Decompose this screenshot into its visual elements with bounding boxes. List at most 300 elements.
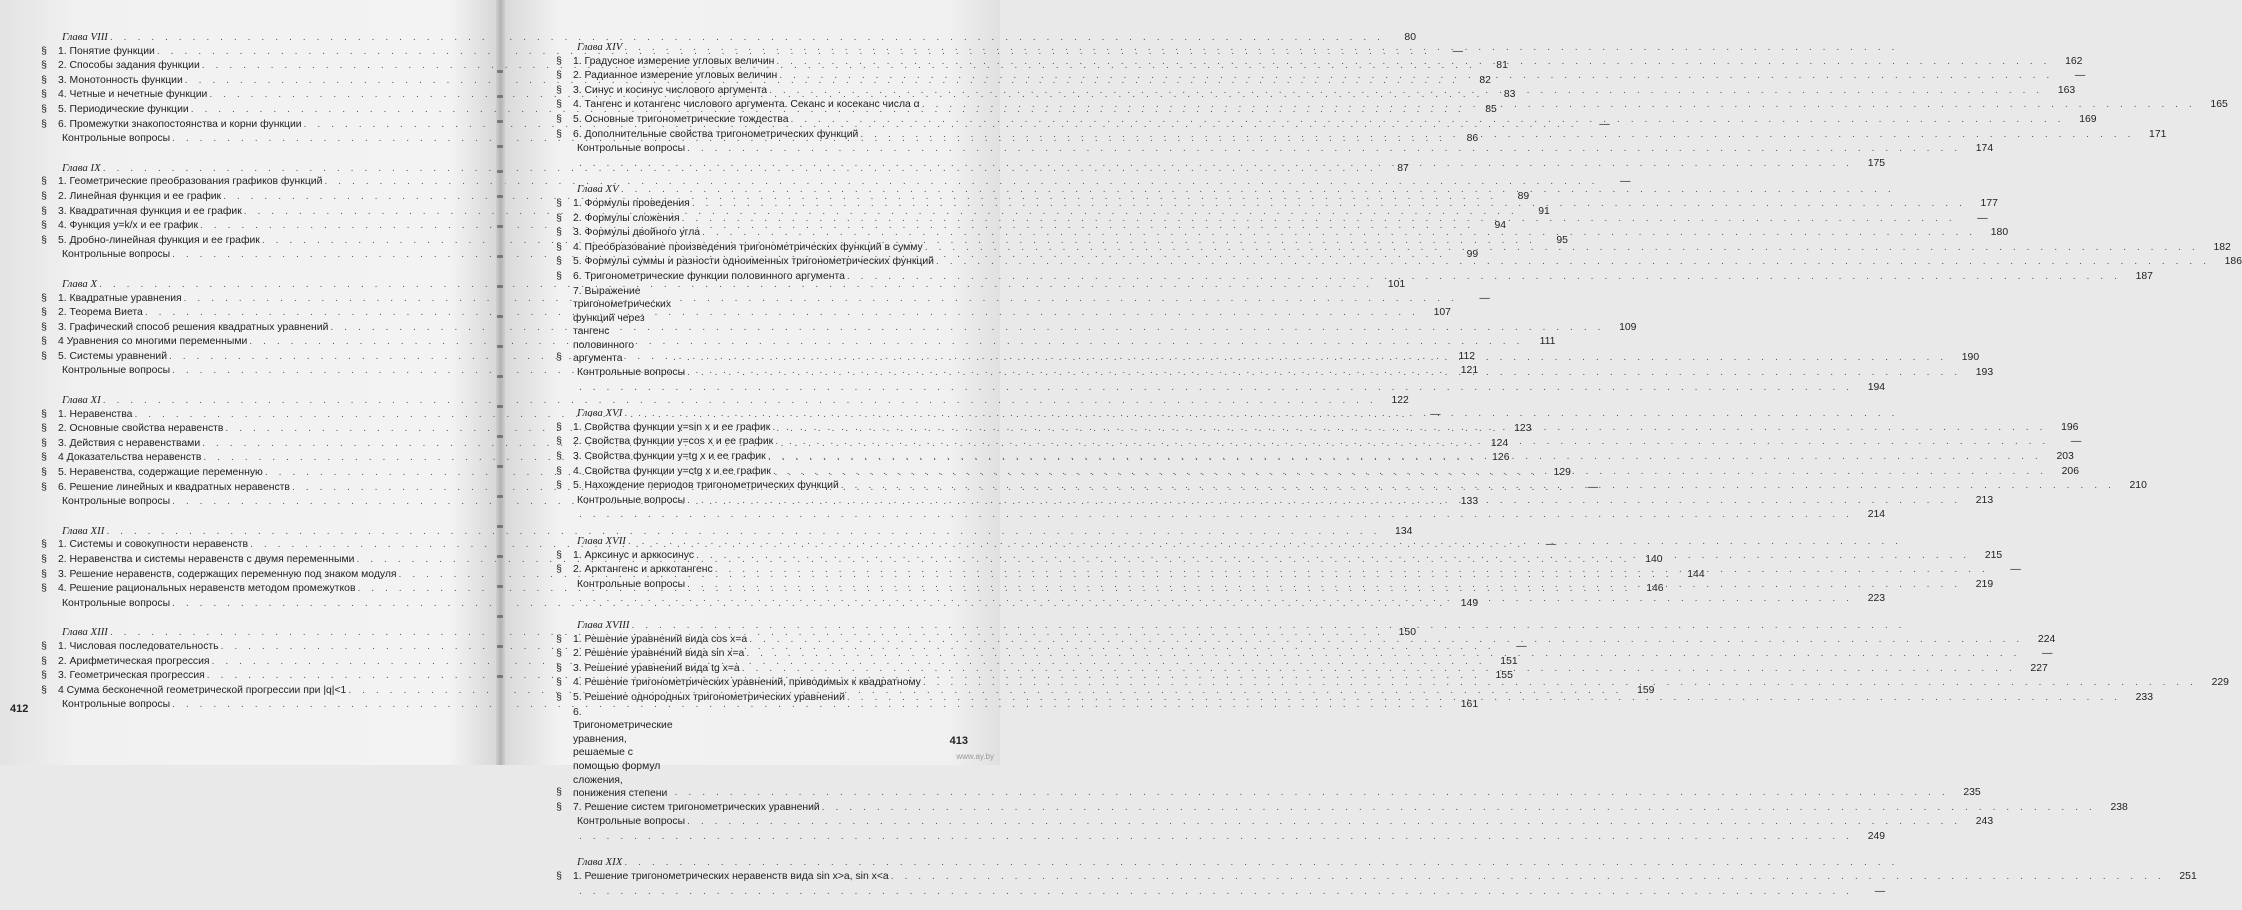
entry-page-number: 94 [1494, 220, 1507, 232]
section-sign: § [556, 480, 562, 492]
toc-entry [545, 801, 2128, 816]
leader-dots [577, 508, 1855, 523]
entry-page-number: 235 [1963, 787, 1981, 799]
entry-page-number: 213 [1975, 494, 1994, 506]
entry-title: 4. Решение рациональных неравенств методом промежутков [58, 583, 356, 595]
entry-title: 5. Дробно-линейная функция и ее график [58, 234, 260, 246]
entry-title: Контрольные вопросы [62, 496, 171, 508]
binding-stitch [497, 585, 503, 588]
section-sign: § [556, 197, 562, 209]
section-sign: § [41, 670, 47, 682]
entry-page-number: — [1874, 885, 1886, 897]
leader-dots [766, 450, 2044, 465]
entry-title: 7. Выражение тригонометрических функций через тангенс половинного аргумента [573, 285, 672, 365]
entry-title: Контрольные вопросы [577, 578, 686, 590]
section-sign: § [556, 801, 562, 813]
entry-title: 1. Арксинус и арккосинус [573, 549, 695, 561]
section-sign: § [41, 539, 47, 551]
leader-dots [685, 494, 1963, 509]
toc-entry [545, 142, 1994, 157]
leader-dots [577, 157, 1855, 172]
entry-page-number: 111 [1539, 336, 1556, 348]
chapter-page-number: 80 [1404, 32, 1416, 43]
entry-title: 4. Функция y=k/x и ее график [58, 220, 199, 232]
entry-title: 1. Решение уравнений вида cos x=a [573, 633, 748, 645]
binding-stitch [497, 555, 503, 558]
entry-title: 2. Арифметическая прогрессия [58, 655, 210, 667]
entry-page-number: 215 [1984, 549, 2003, 561]
entry-title: Контрольные вопросы [577, 143, 686, 155]
section-sign: § [41, 103, 47, 115]
entry-page-number: 151 [1500, 655, 1518, 667]
entry-title: 6. Решение линейных и квадратных неравенств [58, 481, 290, 493]
leader-dots [773, 435, 2051, 450]
entry-page-number: 112 [1458, 350, 1476, 362]
entry-title: 5. Периодические функции [58, 103, 189, 115]
entry-page-number: — [1545, 539, 1557, 551]
entry-page-number: 194 [1867, 381, 1886, 393]
entry-page-number: 126 [1492, 452, 1510, 464]
chapter-heading-row [30, 277, 1406, 292]
entry-page-number: — [1587, 481, 1599, 493]
chapter-heading-row [545, 182, 975, 197]
leader-dots [921, 676, 2199, 691]
entry-title: 6. Тригонометрические уравнения, решаемые с помощью формул сложения, понижения степени [573, 706, 673, 800]
entry-page-number: 129 [1553, 467, 1571, 479]
binding-stitch [497, 95, 503, 98]
entry-title: 6. Тригонометрические функции половинного аргумента [573, 270, 845, 282]
entry-page-number: 82 [1479, 74, 1491, 86]
entry-page-number: 124 [1490, 437, 1509, 449]
entry-page-number: 159 [1637, 684, 1655, 696]
entry-title: 1. Геометрические преобразования графиков функций [58, 176, 323, 188]
toc-entry [545, 113, 2097, 128]
entry-title: Контрольные вопросы [62, 597, 171, 609]
leader-dots [820, 801, 2098, 816]
toc-entry [30, 335, 1556, 350]
binding-stitch [497, 525, 503, 528]
section-sign: § [556, 564, 562, 576]
entry-page-number: 214 [1867, 509, 1886, 521]
section-sign: § [41, 321, 47, 333]
section-sign: § [556, 99, 562, 111]
entry-page-number: 249 [1867, 830, 1886, 842]
toc-entry [545, 885, 1886, 900]
entry-page-number: 85 [1485, 103, 1497, 115]
chapter-page-number: 134 [1395, 525, 1413, 537]
entry-title: Контрольные вопросы [577, 816, 686, 828]
leader-dots [577, 381, 1855, 396]
section-sign: § [556, 451, 562, 463]
entry-page-number: 133 [1460, 496, 1479, 508]
entry-page-number: 86 [1466, 133, 1479, 145]
leader-dots [577, 592, 1855, 607]
entry-title: 2. Линейная функция и ее график [58, 190, 222, 202]
binding-stitch [497, 315, 503, 318]
section-sign: § [556, 212, 562, 224]
section-sign: § [41, 655, 47, 667]
section-sign: § [556, 352, 562, 364]
entry-title: 6. Дополнительные свойства тригонометрических функций [573, 128, 859, 140]
entry-title: 4. Решение тригонометрических уравнений, приводимых к квадратному [573, 677, 921, 689]
toc-entry [545, 706, 1981, 801]
page-number-right: 413 [949, 735, 968, 747]
leader-dots [680, 212, 1958, 227]
binding-stitch [497, 225, 503, 228]
toc-entry [545, 508, 1886, 523]
entry-page-number: 175 [1867, 157, 1886, 169]
binding-stitch [497, 435, 503, 438]
entry-title: 2. Теорема Виета [58, 307, 143, 319]
leader-dots [839, 479, 2117, 494]
entry-title: 5. Нахождение периодов тригонометрических функций [573, 480, 839, 492]
chapter-heading: Глава XII [62, 524, 105, 537]
entry-title: 3. Монотонность функции [58, 74, 183, 86]
section-sign: § [41, 437, 47, 449]
entry-page-number: 186 [2224, 256, 2242, 268]
leader-dots [889, 870, 2167, 885]
section-sign: § [556, 871, 562, 883]
leader-dots [630, 619, 1908, 634]
section-sign: § [556, 691, 562, 703]
entry-title: 1. Свойства функции y=sin x и ее график [573, 421, 771, 433]
section-sign: § [41, 74, 47, 86]
section-sign: § [556, 436, 562, 448]
chapter-heading-row [545, 618, 975, 633]
toc-entry [30, 306, 1451, 321]
chapter-heading-row [545, 534, 975, 549]
chapter-page-number: 101 [1387, 278, 1406, 290]
section-sign: § [41, 467, 47, 479]
entry-title: 3. Решение неравенств, содержащих переменную под знаком модуля [58, 568, 397, 580]
section-sign: § [41, 292, 47, 304]
entry-title: 2. Формулы сложения [573, 212, 680, 224]
entry-title: 3. Формулы двойного угла [573, 227, 701, 239]
leader-dots [685, 815, 1963, 830]
entry-title: 1. Решение тригонометрических неравенств вида sin x>a, sin x<a [573, 871, 889, 883]
entry-page-number: — [2010, 564, 2021, 576]
chapter-heading-row [30, 161, 1409, 176]
section-sign: § [41, 408, 47, 420]
entry-page-number: 171 [2149, 128, 2167, 140]
leader-dots [685, 142, 1963, 157]
leader-dots [713, 563, 1991, 578]
entry-title: 4. Тангенс и котангенс числового аргумента. Секанс и косеканс числа α [573, 99, 920, 111]
entry-title: 5. Основные тригонометрические тождества [573, 113, 789, 125]
section-sign: § [556, 227, 562, 239]
leader-dots [920, 98, 2198, 113]
toc-entry [30, 597, 1479, 612]
chapter-heading-row [545, 855, 975, 870]
chapter-heading: Глава XIII [62, 626, 108, 639]
entry-title: Контрольные вопросы [577, 367, 686, 379]
entry-page-number: 190 [1961, 352, 1980, 364]
leader-dots [767, 84, 2045, 99]
toc-entry [30, 364, 1479, 379]
entry-title: 1. Неравенства [58, 408, 133, 420]
entry-title: 4 Уравнения со многими переменными [58, 336, 248, 348]
leader-dots [934, 255, 2212, 270]
entry-title: 2. Радианное измерение угловых величин [573, 70, 778, 82]
chapter-heading: Глава X [62, 277, 98, 290]
entry-page-number: 224 [2037, 633, 2056, 645]
toc-entry [30, 321, 1637, 336]
toc-entry [30, 698, 1479, 713]
entry-title: 3. Графический способ решения квадратных уравнений [58, 321, 329, 333]
entry-title: Контрольные вопросы [577, 494, 686, 506]
entry-title: 2. Решение уравнений вида sin x=a [573, 648, 745, 660]
section-sign: § [41, 336, 47, 348]
leader-dots [685, 366, 1963, 381]
chapter-heading: Глава XVII [577, 535, 626, 547]
entry-title: 5. Решение однородных тригонометрических уравнений [573, 691, 845, 703]
section-sign: § [556, 84, 562, 96]
entry-page-number: — [2042, 648, 2053, 660]
leader-dots [577, 885, 1855, 900]
entry-page-number: 238 [2110, 801, 2128, 813]
section-sign: § [41, 89, 47, 101]
leader-dots [622, 41, 1900, 56]
entry-page-number: 233 [2135, 691, 2153, 703]
entry-page-number: — [1599, 118, 1610, 130]
toc-entry [545, 870, 2197, 885]
section-sign: § [556, 549, 562, 561]
entry-page-number: — [1620, 176, 1631, 188]
entry-page-number: 243 [1975, 816, 1994, 828]
section-sign: § [41, 568, 47, 580]
leader-dots [626, 535, 1904, 550]
book-spine [496, 0, 505, 765]
leader-dots [923, 241, 2201, 256]
entry-title: 3. Квадратичная функция и ее график [58, 205, 242, 217]
leader-dots [700, 226, 1978, 241]
chapter-heading: Глава XIX [577, 856, 623, 869]
entry-title: 1. Числовая последовательность [58, 640, 219, 652]
chapter-heading: Глава XI [62, 394, 101, 407]
leader-dots [858, 128, 2136, 143]
section-sign: § [556, 128, 562, 140]
entry-title: 1. Квадратные уравнения [58, 292, 182, 304]
entry-page-number: 203 [2056, 451, 2074, 463]
binding-stitch [497, 70, 503, 73]
entry-page-number: 107 [1433, 307, 1451, 319]
toc-entry [545, 479, 2147, 494]
entry-title: 2. Основные свойства неравенств [58, 423, 224, 435]
section-sign: § [556, 421, 562, 433]
entry-title: Контрольные вопросы [62, 699, 171, 711]
entry-page-number: 169 [2079, 113, 2097, 125]
entry-title: 5. Неравенства, содержащие переменную [58, 467, 263, 479]
entry-title: 4. Четные и нечетные функции [58, 89, 208, 101]
section-sign: § [41, 205, 47, 217]
leader-dots [622, 856, 1900, 871]
entry-title: 1. Формулы проведения [573, 197, 690, 209]
entry-page-number: 161 [1460, 699, 1479, 711]
entry-page-number: 187 [2135, 270, 2153, 282]
entry-page-number: — [2074, 70, 2086, 82]
entry-page-number: 251 [2179, 871, 2197, 883]
entry-page-number: 109 [1619, 321, 1637, 333]
binding-stitch [497, 375, 503, 378]
entry-page-number: 174 [1975, 143, 1994, 155]
entry-title: 4. Свойства функции y=ctg x и ее график [573, 465, 771, 477]
section-sign: § [556, 677, 562, 689]
entry-page-number: 140 [1645, 554, 1663, 565]
watermark: www.ay.by [956, 752, 994, 761]
section-sign: § [41, 640, 47, 652]
entry-page-number: 144 [1687, 568, 1705, 580]
entry-page-number: 193 [1975, 367, 1994, 379]
entry-title: 4 Доказательства неравенств [58, 452, 202, 464]
leader-dots [740, 662, 2018, 677]
leader-dots [673, 786, 1951, 801]
entry-title: 3. Свойства функции y=tg x и ее график [573, 451, 766, 463]
entry-page-number: — [1452, 45, 1463, 57]
section-sign: § [41, 45, 47, 57]
entry-title: Контрольные вопросы [62, 133, 171, 145]
entry-page-number: 81 [1496, 60, 1508, 72]
leader-dots [771, 465, 2049, 480]
entry-page-number: 206 [2061, 465, 2079, 477]
binding-stitch [497, 255, 503, 258]
section-sign: § [41, 176, 47, 188]
section-sign: § [556, 70, 562, 82]
binding-stitch [497, 645, 503, 648]
chapter-heading: Глава XVI [577, 407, 623, 420]
toc-entry [30, 495, 1479, 510]
section-sign: § [556, 270, 562, 282]
section-sign: § [41, 307, 47, 319]
entry-page-number: 95 [1556, 234, 1568, 246]
chapter-heading-row [30, 393, 1409, 408]
leader-dots [685, 578, 1963, 593]
leader-dots [619, 183, 1897, 198]
section-sign: § [41, 190, 47, 202]
leader-dots [577, 830, 1855, 845]
toc-entry [30, 292, 1490, 307]
binding-stitch [497, 170, 503, 173]
section-sign: § [41, 452, 47, 464]
section-sign: § [556, 465, 562, 477]
entry-title: 6. Промежутки знакопостоянства и корни функции [58, 118, 302, 130]
section-sign: § [41, 220, 47, 232]
entry-page-number: 163 [2057, 84, 2076, 96]
entry-title: 3. Решение уравнений вида tg x=a [573, 662, 740, 674]
section-sign: § [41, 234, 47, 246]
binding-stitch [497, 285, 503, 288]
leader-dots [622, 407, 1900, 422]
entry-title: 4 Сумма бесконечной геометрической прогрессии при |q|<1 [58, 684, 347, 696]
entry-page-number: 149 [1460, 597, 1479, 609]
section-sign: § [41, 554, 47, 565]
entry-title: 3. Синус и косинус числового аргумента [573, 84, 768, 96]
entry-title: 2. Арктангенс и арккотангенс [573, 564, 713, 576]
leader-dots [845, 270, 2123, 285]
chapter-heading-row [30, 524, 1413, 539]
chapter-page-number: 87 [1397, 162, 1409, 174]
entry-title: 5. Системы уравнений [58, 350, 167, 362]
entry-page-number: 177 [1980, 197, 1998, 209]
chapter-heading-row [30, 30, 1416, 45]
chapter-heading: Глава XIV [577, 41, 623, 53]
entry-page-number: 227 [2030, 662, 2048, 674]
entry-page-number: 155 [1495, 670, 1513, 682]
binding-stitch [497, 345, 503, 348]
toc-entry [30, 350, 1476, 365]
section-sign: § [556, 648, 562, 660]
toc-entry [545, 830, 1886, 845]
entry-page-number: 91 [1538, 205, 1550, 217]
page-number-left: 412 [10, 703, 29, 715]
section-sign: § [41, 350, 47, 362]
entry-title: 1. Системы и совокупности неравенств [58, 539, 249, 551]
section-sign: § [41, 481, 47, 493]
entry-title: 1. Понятие функции [58, 45, 155, 57]
entry-title: 4. Преобразование произведения тригонометрических функций в сумму [573, 241, 923, 253]
toc-entry [545, 381, 1886, 396]
section-sign: § [41, 118, 47, 130]
entry-title: 1. Градусное измерение угловых величин [573, 55, 775, 67]
entry-title: 3. Действия с неравенствами [58, 437, 201, 449]
entry-page-number: 229 [2211, 677, 2229, 689]
entry-page-number: 162 [2065, 55, 2083, 67]
entry-page-number: 121 [1460, 365, 1479, 377]
section-sign: § [41, 684, 47, 696]
binding-stitch [497, 675, 503, 678]
leader-dots [789, 113, 2067, 128]
leader-dots [690, 197, 1968, 212]
leader-dots [744, 647, 2022, 662]
entry-page-number: 123 [1514, 423, 1532, 435]
leader-dots [671, 351, 1949, 366]
chapter-page-number: 150 [1398, 627, 1416, 639]
leader-dots [747, 633, 2025, 648]
binding-stitch [497, 615, 503, 618]
section-sign: § [556, 787, 562, 799]
entry-page-number: 182 [2213, 241, 2231, 253]
entry-page-number: 210 [2129, 480, 2147, 492]
section-sign: § [556, 241, 562, 253]
entry-title: 5. Формулы суммы и разности одноименных тригонометрических функций [573, 256, 934, 268]
chapter-heading: Глава VIII [62, 31, 108, 43]
entry-page-number: — [1430, 408, 1441, 420]
entry-page-number: 99 [1466, 249, 1479, 261]
entry-title: 2. Неравенства и системы неравенств с двумя переменными [58, 554, 355, 565]
section-sign: § [41, 583, 47, 595]
entry-page-number: — [1977, 212, 1988, 224]
toc-entry [545, 815, 1994, 830]
binding-stitch [497, 465, 503, 468]
entry-page-number: 223 [1867, 593, 1886, 605]
chapter-heading-row [545, 40, 975, 55]
section-sign: § [556, 662, 562, 674]
chapter-heading: Глава XV [577, 183, 619, 196]
binding-stitch [497, 145, 503, 148]
leader-dots [774, 55, 2052, 70]
chapter-block [545, 855, 2197, 899]
entry-title: 7. Решение систем тригонометрических уравнений [573, 801, 820, 813]
section-sign: § [41, 423, 47, 435]
section-sign: § [41, 60, 47, 72]
entry-title: Контрольные вопросы [62, 249, 171, 261]
binding-stitch [497, 120, 503, 123]
binding-stitch [497, 195, 503, 198]
chapter-heading: Глава XVIII [577, 618, 630, 631]
entry-page-number: 146 [1646, 583, 1664, 595]
entry-title: 2. Способы задания функции [58, 60, 200, 72]
section-sign: § [556, 256, 562, 268]
entry-title: Контрольные вопросы [62, 365, 171, 377]
